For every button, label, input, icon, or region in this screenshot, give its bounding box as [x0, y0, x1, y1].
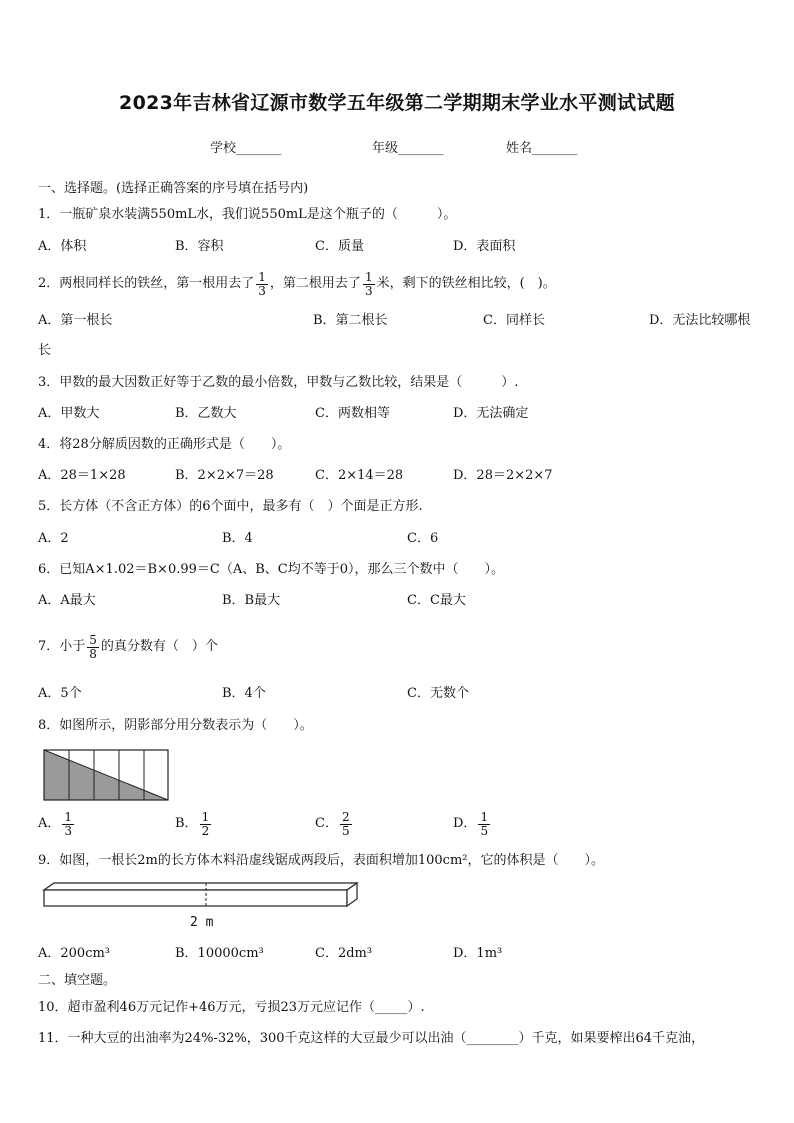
- q8-option-a[interactable]: A． $\frac{1}{3}$: [38, 809, 73, 838]
- q4-option-d[interactable]: D．28＝2×2×7: [453, 468, 553, 483]
- fraction: $\frac{5}{8}$: [89, 632, 97, 661]
- q4-option-c[interactable]: C．2×14＝28: [315, 468, 404, 483]
- q9-option-a[interactable]: A．200cm³: [38, 946, 111, 961]
- section-heading-2: 二、填空题。: [38, 973, 117, 988]
- q6-option-a[interactable]: A．A最大: [38, 593, 96, 608]
- grade-field[interactable]: 年级_______: [372, 141, 444, 156]
- question-5: 5．长方体（不含正方体）的6个面中，最多有（ ）个面是正方形.: [38, 499, 423, 514]
- q6-option-c[interactable]: C．C最大: [407, 593, 466, 608]
- q3-option-c[interactable]: C．两数相等: [315, 406, 390, 421]
- q5-option-a[interactable]: A．2: [38, 531, 69, 546]
- q2-option-a[interactable]: A．第一根长: [38, 313, 113, 328]
- q4-option-b[interactable]: B．2×2×7＝28: [175, 468, 274, 483]
- q3-option-a[interactable]: A．甲数大: [38, 406, 100, 421]
- q3-option-d[interactable]: D．无法确定: [453, 406, 529, 421]
- fraction: $\frac{1}{2}$: [201, 809, 210, 838]
- q7-option-a[interactable]: A．5个: [38, 686, 82, 701]
- q9-option-d[interactable]: D．1m³: [453, 946, 503, 961]
- q8-option-c[interactable]: C． $\frac{2}{5}$: [315, 809, 350, 838]
- section-heading-1: 一、选择题。(选择正确答案的序号填在括号内): [38, 181, 309, 196]
- school-field[interactable]: 学校_______: [210, 141, 282, 156]
- q8-option-b[interactable]: B． $\frac{1}{2}$: [175, 809, 210, 838]
- question-4: 4．将28分解质因数的正确形式是（ ）。: [38, 437, 291, 452]
- question-8: 8．如图所示，阴影部分用分数表示为（ ）。: [38, 718, 313, 733]
- question-9: 9．如图，一根长2m的长方体木料沿虚线锯成两段后，表面积增加100cm²，它的体积是（ ）。: [38, 853, 605, 868]
- q9-option-c[interactable]: C．2dm³: [315, 946, 373, 961]
- page-title: 2023年吉林省辽源市数学五年级第二学期期末学业水平测试试题: [119, 92, 675, 114]
- q2-option-d[interactable]: D．无法比较哪根: [649, 313, 751, 328]
- q8-option-d[interactable]: D． $\frac{1}{5}$: [453, 809, 489, 838]
- q2-option-d-wrap: 长: [38, 343, 52, 358]
- fraction: $\frac{1}{5}$: [480, 809, 489, 838]
- q1-option-c[interactable]: C．质量: [315, 239, 364, 254]
- question-11: 11．一种大豆的出油率为24%-32%，300千克这样的大豆最少可以出油（________）千克，如果要榨出64千克油，: [38, 1031, 705, 1046]
- question-6: 6．已知A×1.02＝B×0.99＝C（A、B、C均不等于0），那么三个数中（ ）。: [38, 562, 504, 577]
- q6-option-b[interactable]: B．B最大: [222, 593, 281, 608]
- fraction: $\frac{1}{3}$: [258, 269, 266, 298]
- fraction: $\frac{1}{3}$: [64, 809, 73, 838]
- q2-option-c[interactable]: C．同样长: [483, 313, 545, 328]
- name-field[interactable]: 姓名_______: [506, 141, 578, 156]
- q3-option-b[interactable]: B．乙数大: [175, 406, 237, 421]
- q5-option-b[interactable]: B．4: [222, 531, 253, 546]
- beam-length-label: 2 m: [190, 915, 214, 930]
- q7-option-b[interactable]: B．4个: [222, 686, 266, 701]
- q2-option-b[interactable]: B．第二根长: [313, 313, 388, 328]
- q5-option-c[interactable]: C．6: [407, 531, 439, 546]
- fraction: $\frac{1}{3}$: [364, 269, 373, 298]
- q7-option-c[interactable]: C．无数个: [407, 686, 469, 701]
- question-2: 2．两根同样长的铁丝，第一根用去了 $\frac{1}{3}$ ，第二根用去了 $\frac{1}{3}$ 米，剩下的铁丝相比较，( )。: [38, 269, 556, 298]
- q1-option-b[interactable]: B．容积: [175, 239, 224, 254]
- q9-option-b[interactable]: B．10000cm³: [175, 946, 264, 961]
- question-7: 7．小于 $\frac{5}{8}$ 的真分数有（ ）个: [38, 632, 218, 661]
- q1-option-d[interactable]: D．表面积: [453, 239, 516, 254]
- question-3: 3．甲数的最大因数正好等于乙数的最小倍数，甲数与乙数比较，结果是（ ）.: [38, 375, 519, 390]
- q4-option-a[interactable]: A．28＝1×28: [38, 468, 126, 483]
- question-10: 10．超市盈利46万元记作+46万元，亏损23万元应记作（_____）.: [38, 1000, 425, 1015]
- wood-beam-figure: [40, 880, 362, 914]
- fraction: $\frac{2}{5}$: [341, 809, 350, 838]
- q1-option-a[interactable]: A．体积: [38, 239, 87, 254]
- question-1: 1．一瓶矿泉水装满550mL水，我们说550mL是这个瓶子的（ ）。: [38, 207, 457, 222]
- shaded-rectangle-figure: [43, 749, 170, 801]
